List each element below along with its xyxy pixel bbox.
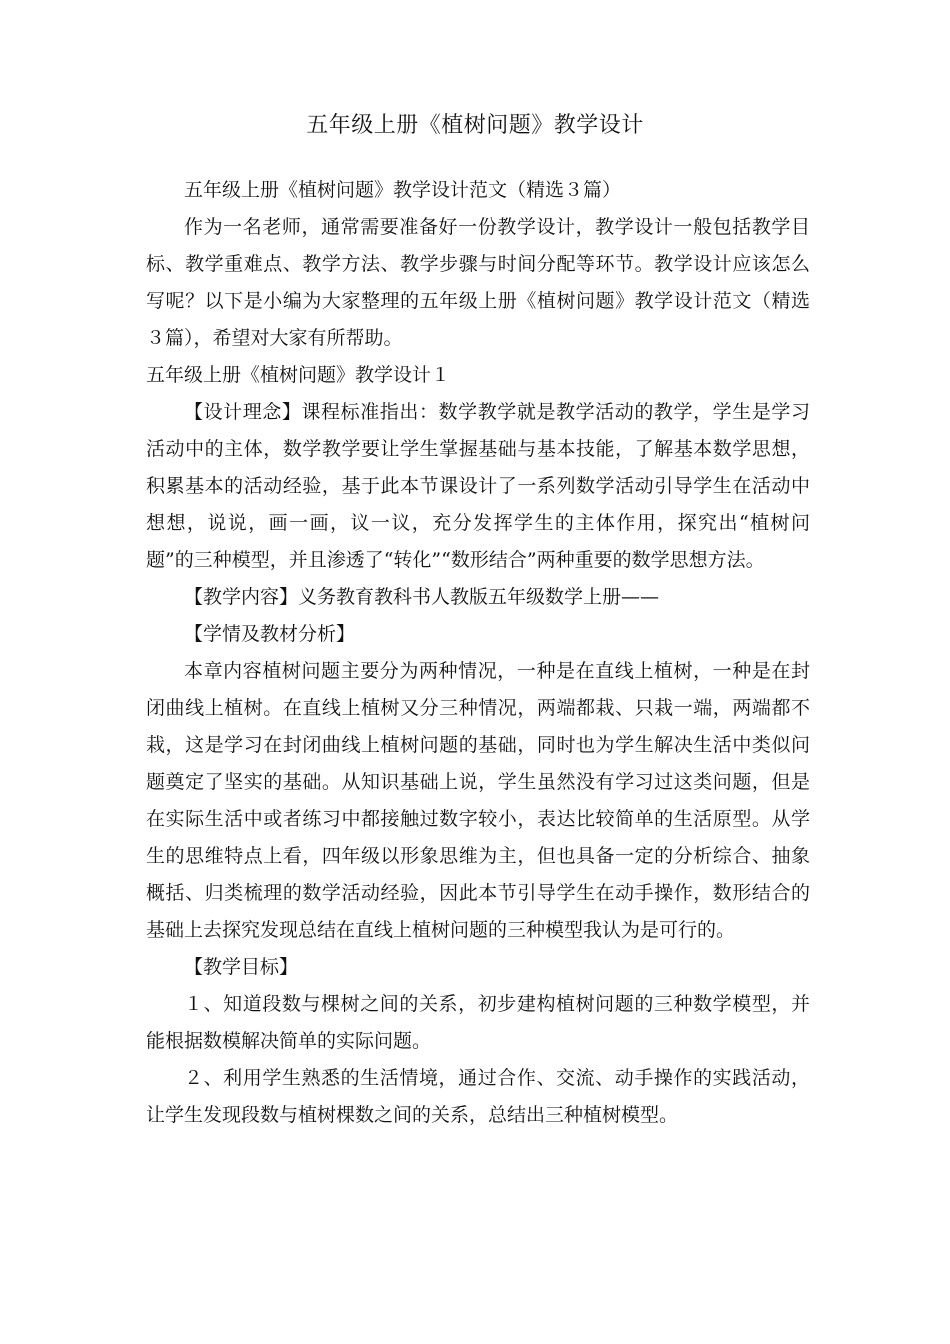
subtitle-paragraph: 五年级上册《植树问题》教学设计范文（精选３篇） [184, 179, 622, 201]
teaching-content-paragraph: 【教学内容】义务教育教科书人教版五年级数学上册—— [184, 586, 660, 608]
intro-paragraph: 作为一名老师，通常需要准备好一份教学设计，教学设计一般包括教学目标、教学重难点、教学方法、教学步骤与时间分配等环节。教学设计应该怎么写呢？以下是小编为大家整理的五年级上册《植树问题》教学设计范文（精选３篇），希望对大家有所帮助。 [146, 216, 810, 349]
objective-item-2: ２、利用学生熟悉的生活情境，通过合作、交流、动手操作的实践活动，让学生发现段数与植树棵数之间的关系，总结出三种植树模型。 [146, 1067, 810, 1126]
objectives-heading: 【教学目标】 [184, 956, 299, 978]
document-title: 五年级上册《植树问题》教学设计 [306, 113, 644, 138]
analysis-heading: 【学情及教材分析】 [184, 623, 356, 645]
document-body [146, 172, 810, 1134]
analysis-paragraph: 本章内容植树问题主要分为两种情况，一种是在直线上植树，一种是在封闭曲线上植树。在直线上植树又分三种情况，两端都栽、只栽一端，两端都不栽，这是学习在封闭曲线上植树问题的基础，同时也为学生解决生活中类似问题奠定了坚实的基础。从知识基础上说，学生虽然没有学习过这类问题，但是在实际生活中或者练习中都接触过数字较小，表达比较简单的生活原型。从学生的思维特点上看，四年级以形象思维为主，但也具备一定的分析综合、抽象概括、归类梳理的数学活动经验，因此本节引导学生在动手操作，数形结合的基础上去探究发现总结在直线上植树问题的三种模型我认为是可行的。 [146, 660, 810, 941]
objective-item-1: １、知道段数与棵树之间的关系，初步建构植树问题的三种数学模型，并能根据数模解决简单的实际问题。 [146, 993, 810, 1052]
section-heading: 五年级上册《植树问题》教学设计１ [146, 364, 451, 386]
design-concept-paragraph: 【设计理念】课程标准指出：数学教学就是教学活动的教学，学生是学习活动中的主体，数学教学要让学生掌握基础与基本技能，了解基本数学思想，积累基本的活动经验，基于此本节课设计了一系列数学活动引导学生在活动中想想，说说，画一画，议一议，充分发挥学生的主体作用，探究出“植树问题”的三种模型，并且渗透了“转化”“数形结合”两种重要的数学思想方法。 [146, 401, 810, 571]
